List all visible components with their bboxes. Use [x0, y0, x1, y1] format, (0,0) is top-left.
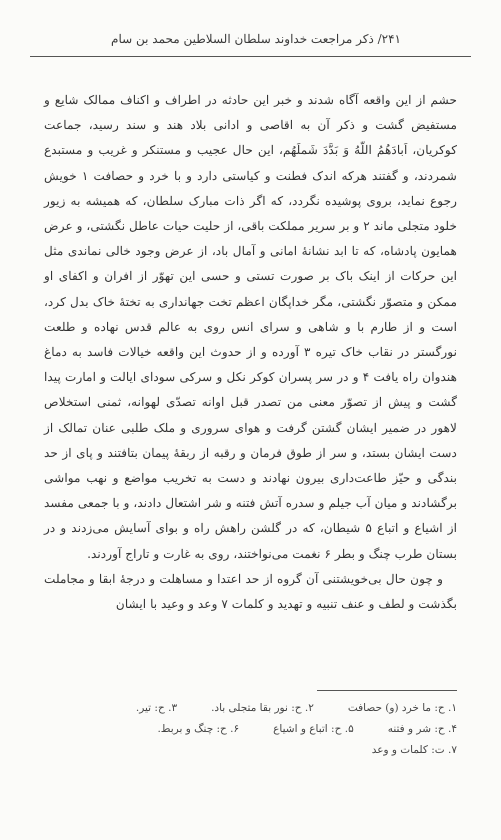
- footnote: ۱. ح: ما خرد (و) حصافت: [347, 702, 457, 714]
- running-title: ۲۴۱/ ذکر مراجعت خداوند سلطان السلاطین محمد بن سام: [111, 32, 401, 46]
- main-text: [44, 88, 457, 617]
- footnote: ۷. ت: کلمات و وعد: [371, 744, 457, 756]
- footnote: ۵. ح: اتباع و اشیاع: [273, 723, 354, 735]
- header-divider: [30, 56, 471, 57]
- footnote: ۶. ح: چنگ و بربط.: [157, 723, 240, 735]
- paragraph: حشم از این واقعه آگاه شدند و خبر این حادثه در اطراف و اکناف ممالک شایع و مستفیض گشت و ذکر آن به اقاصی و ادانی بلاد هند و سند رسید، جماعت کوکریان، اَبادَهُمُ اللّهُ وَ بَدَّدَ شَملَهُم، این حال عجیب و مستنکر و غریب و مستبدع شمردند، و گفتند هرکه اندک فطنت و کیاستی دارد و با خرد و حصافت ۱ خویش رجوع نماید، بروی پوشیده نگردد، که اگر ذات مبارک سلطان، که همیشه به زیور خلود متجلی ماند ۲ و بر سریر مملکت باقی، از حلیت حیات عاطل نگشتی، و عرض همایون پادشاه، که تا ابد نشانهٔ امانی و آمال باد، از عرض وجود خالی نماندی مثل این حرکات از اینک باک بر صورت تستی و حسی این تهوّر از افران و اکفای او ممکن و متصوّر نگشتی، مگر خداپگان اعظم تخت جهانداری به تختهٔ خاک بدل کرد، است و از طارم با و شاهی و سرای انس روی به عالم قدس نهاده و طلعت نورگستر در نقاب خاک تیره ۳ آورده و از حدوث این واقعه خیالات فاسد به دماغ هندوان راه یافت ۴ و در سر پسران کوکر نکل و سرکی سودای ایالت و امارت پیدا گشت و پیش از تصوّر معنی من تصدر قبل اوانه تصدّی لهوانه، ثمنی استخلاص لاهور در ضمیر ایشان گشتن گرفت و هوای سروری و ملک طلبی عنان تمالک از دست ایشان بستد، و سر از طوق فرمان و رقبه از ربقهٔ پیمان بتافتند و پای از حد بندگی و حیّز طاعت‌داری بیرون نهادند و دست به تخریب مواضع و نهب مواشی برگشادند و میان آب جیلم و سدره آتش فتنه و شر اشتعال دادند، و با جمعی مفسد از اشیاع و اتباع ۵ شیطان، که در گلشن راهش راه و بوای آسایش می‌زدند و در بستان طرب چنگ و بطر ۶ نغمت می‌نواختند، روی به غارت و تاراج آوردند.: [44, 93, 458, 561]
- footnote-row: [44, 719, 457, 740]
- footnote-row: [44, 698, 457, 719]
- footnote-divider: [317, 690, 457, 691]
- footnote: ۴. ح: شر و فتنه: [387, 723, 457, 735]
- footnotes: [44, 698, 457, 761]
- paragraph: و چون حال بی‌خویشتنی آن گروه از حد اعتدا و مساهلت و درجهٔ ابقا و مجاملت بگذشت و لطف و عنف تنبیه و تهدید و کلمات ۷ وعد و وعید با ایشان: [44, 571, 457, 612]
- footnote: ۲. ح: نور بقا متجلی باد.: [211, 702, 314, 714]
- footnote-row: [44, 740, 457, 761]
- page-header: [30, 22, 471, 62]
- footnote: ۳. ح: تیر.: [135, 702, 178, 714]
